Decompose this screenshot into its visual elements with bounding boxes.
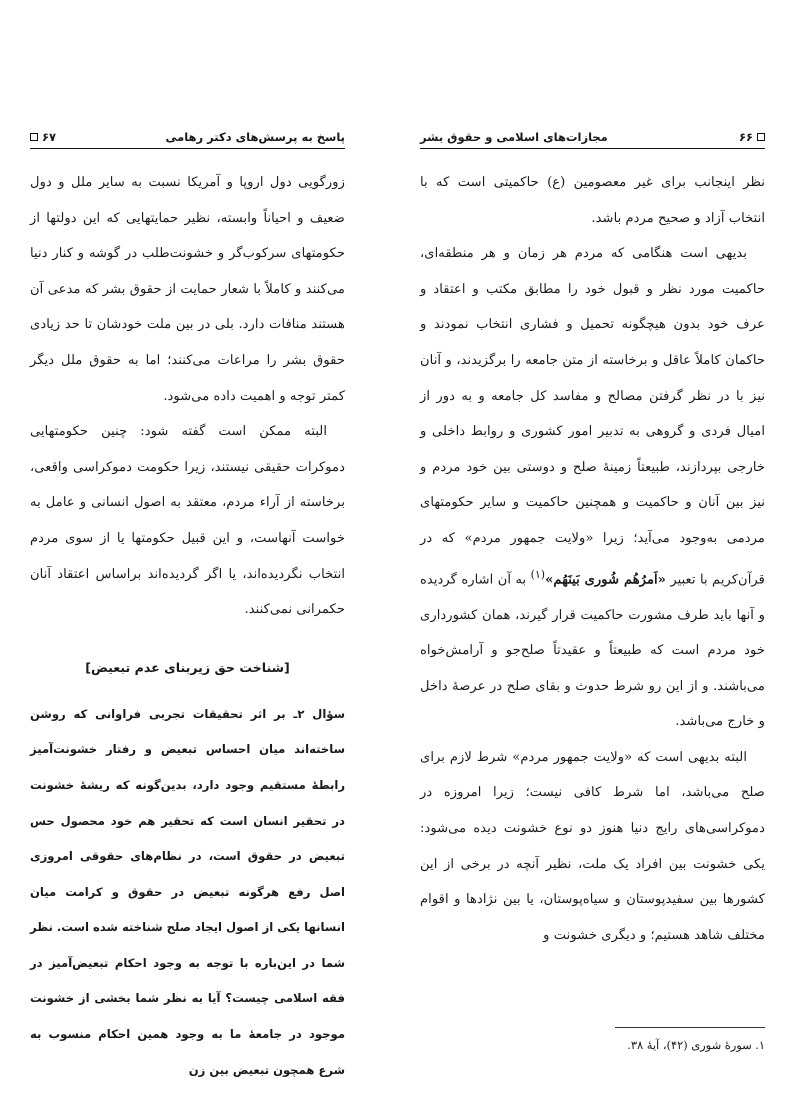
right-paragraph-1: نظر اینجانب برای غیر معصومین (ع) حاکمیتی است که با انتخاب آزاد و صحیح مردم باشد. bbox=[420, 175, 765, 226]
right-page-header bbox=[420, 122, 765, 144]
question-label: سؤال ۲ـ bbox=[293, 706, 345, 721]
page-number-box-icon bbox=[30, 133, 38, 141]
right-paragraph-2-continuation: به آن اشاره گردیده و آنها باید طرف مشورت حاکمیت قرار گیرند، همان کشورداری خود مردم است که طبیعتاً و عقیدتاً صلح‌جو و آرامش‌خواه می‌باشند. و از این رو شرط حدوث و بقای صلح در عرصهٔ داخل و خارج می‌باشد. bbox=[420, 571, 765, 730]
footnote: ۱. سورهٔ شوری (۴۲)، آیهٔ ۳۸. bbox=[627, 1038, 765, 1052]
question-2 bbox=[30, 697, 345, 1089]
right-header-rule bbox=[420, 148, 765, 149]
left-page-number: ۶۷ bbox=[42, 130, 57, 144]
left-page-header bbox=[30, 122, 345, 144]
right-page bbox=[420, 0, 765, 1100]
right-paragraph-2-text: بدیهی است هنگامی که مردم هر زمان و هر منطقه‌ای، حاکمیت مورد نظر و قبول خود را مطابق مکتب و اعتقاد و عرف خود بدون هیچگونه تحمیل و فشاری انتخاب نمودند و حاکمان کاملاً عاقل و برخاسته از متن جامعه را برگزیدند، و آنان نیز با در نظر گرفتن مصالح و مفاسد کل جامعه و به دور از امیال فردی و گروهی به تدبیر امور کشوری و روابط داخلی و خارجی بپردازند، طبیعتاً زمینهٔ صلح و دوستی بین خود مردم و نیز بین آنان و حاکمیت و همچنین حاکمیت و سایر حکومتهای مردمی به‌وجود می‌آید؛ زیرا «ولایت جمهور مردم» که در قرآن‌کریم با تعبیر bbox=[420, 246, 765, 587]
left-paragraph-2: البته ممکن است گفته شود: چنین حکومتهایی دموکرات حقیقی نیستند، زیرا حکومت دموکراسی واقعی، برخاسته از آراء مردم، معتقد به اصول انسانی و عامل به خواست آنهاست، و این قبیل حکومتها یا از سوی مردم انتخاب نگردیده‌اند، یا اگر گردیده‌اند براساس اعتقاد آنان حکمرانی نمی‌کنند. bbox=[30, 424, 345, 618]
left-page-body bbox=[30, 165, 345, 1088]
left-page-number-group bbox=[30, 130, 56, 144]
footnote-rule bbox=[615, 1027, 765, 1028]
right-paragraph-3: البته بدیهی است که «ولایت جمهور مردم» شرط لازم برای صلح می‌باشد، اما شرط کافی نیست؛ زیرا امروزه در دموکراسی‌های رایج دنیا هنوز دو نوع خشونت دیده می‌شود: یکی خشونت بین افراد یک ملت، نظیر آنچه در برخی از این کشورها بین سفیدپوستان و سیاه‌پوستان، یا بین نژادها و اقوام مختلف شاهد هستیم؛ و دیگری خشونت و bbox=[420, 749, 765, 943]
right-page-number-group bbox=[739, 130, 765, 144]
section-title: [شناخت حق زیربنای عدم تبعیض] bbox=[85, 659, 290, 675]
right-page-number: ۶۶ bbox=[738, 130, 753, 144]
right-paragraph-2 bbox=[420, 236, 765, 740]
left-header-rule bbox=[30, 148, 345, 149]
footnote-marker: (۱) bbox=[530, 567, 546, 581]
left-page bbox=[30, 0, 345, 1100]
left-running-title: پاسخ به پرسش‌های دکتر رهامی bbox=[165, 130, 345, 144]
quran-quote: «اَمرُهُم شُوری بَینَهُم» bbox=[545, 571, 666, 587]
right-page-body bbox=[420, 165, 765, 953]
page-number-box-icon bbox=[757, 133, 765, 141]
left-paragraph-1: زورگویی دول اروپا و آمریکا نسبت به سایر ملل و دول ضعیف و احیاناً وابسته، نظیر حمایتهایی که این دولتها از حکومتهای سرکوب‌گر و خشونت‌طلب در گوشه و کنار دنیا می‌کنند و کاملاً با شعار حمایت از حقوق بشر که مدعی آن هستند منافات دارد. بلی در بین ملت خودشان تا حد زیادی حقوق بشر را مراعات می‌کنند؛ اما به حقوق ملل دیگر کمتر توجه و اهمیت داده می‌شود. bbox=[30, 175, 345, 404]
question-text: بر اثر تحقیقات تجربی فراوانی که روشن ساخته‌اند میان احساس تبعیض و رفتار خشونت‌آمیز رابطهٔ مستقیم وجود دارد، بدین‌گونه که ریشهٔ خشونت در تحقیر انسان است که تحقیر هم خود محصول حس تبعیض در حقوق است، در نظام‌های حقوقی امروزی اصل رفع هرگونه تبعیض در حقوق و کرامت میان انسانها یکی از اصول ایجاد صلح شناخته شده است. نظر شما در این‌باره با توجه به وجود احکام تبعیض‌آمیز در فقه اسلامی چیست؟ آیا به نظر شما بخشی از خشونت موجود در جامعهٔ ما به وجود همین احکام منسوب به شرع همچون تبعیض بین زن bbox=[30, 706, 345, 1077]
right-running-title: مجازات‌های اسلامی و حقوق بشر bbox=[420, 130, 608, 144]
